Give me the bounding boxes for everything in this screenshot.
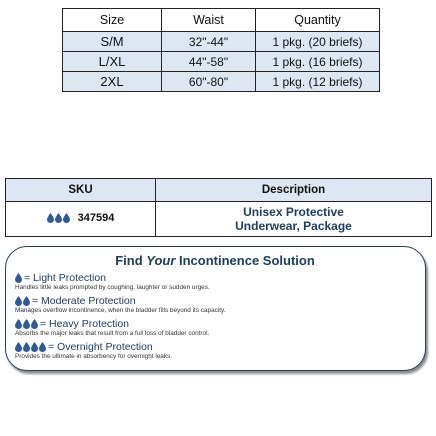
water-drop-icon bbox=[47, 213, 54, 223]
header-size: Size bbox=[63, 9, 162, 32]
water-drop-icon bbox=[23, 296, 30, 306]
absorbency-drops bbox=[15, 342, 46, 352]
level-moderate bbox=[15, 295, 415, 315]
level-description: Provides the ultimate in absorbency for overnight leaks. bbox=[15, 353, 173, 360]
water-drop-icon bbox=[23, 342, 30, 352]
size-cell: S/M bbox=[63, 32, 162, 52]
water-drop-icon bbox=[15, 319, 22, 329]
quantity-cell: 1 pkg. (20 briefs) bbox=[256, 32, 380, 52]
absorbency-drops bbox=[47, 213, 70, 223]
solution-title-prefix: Find bbox=[115, 253, 147, 268]
description-line-1: Unisex Protective bbox=[243, 205, 344, 219]
quantity-cell: 1 pkg. (16 briefs) bbox=[256, 52, 380, 72]
waist-cell: 32"-44" bbox=[162, 32, 256, 52]
water-drop-icon bbox=[31, 319, 38, 329]
size-table-header bbox=[63, 9, 380, 32]
level-name: = Moderate Protection bbox=[32, 295, 136, 307]
water-drop-icon bbox=[63, 213, 70, 223]
solution-title-suffix: Incontinence Solution bbox=[175, 253, 315, 268]
level-description: Manages overflow incontinence, when the bladder fills beyond its capacity. bbox=[15, 307, 226, 314]
header-quantity: Quantity bbox=[256, 9, 380, 32]
size-cell: 2XL bbox=[63, 72, 162, 92]
level-description: Absorbs the major leaks that result from a full loss of bladder control. bbox=[15, 330, 210, 337]
water-drop-icon bbox=[23, 319, 30, 329]
absorbency-drops bbox=[15, 296, 30, 306]
sku-number: 347594 bbox=[77, 212, 115, 224]
table-row bbox=[63, 72, 380, 92]
solution-title-emphasis: Your bbox=[146, 253, 176, 268]
level-overnight bbox=[15, 341, 415, 361]
absorbency-drops bbox=[15, 273, 22, 283]
waist-cell: 44"-58" bbox=[162, 52, 256, 72]
sku-table bbox=[5, 178, 432, 237]
table-row bbox=[63, 52, 380, 72]
description-line-2: Underwear, Package bbox=[235, 219, 352, 233]
table-row bbox=[63, 32, 380, 52]
water-drop-icon bbox=[39, 342, 46, 352]
water-drop-icon bbox=[55, 213, 62, 223]
quantity-cell: 1 pkg. (12 briefs) bbox=[256, 72, 380, 92]
sku-cell bbox=[6, 202, 156, 237]
size-table bbox=[62, 8, 380, 92]
level-name: = Overnight Protection bbox=[48, 341, 153, 353]
level-heavy bbox=[15, 318, 415, 338]
water-drop-icon bbox=[15, 296, 22, 306]
description-cell bbox=[156, 202, 432, 237]
level-name: = Light Protection bbox=[24, 272, 107, 284]
header-waist: Waist bbox=[162, 9, 256, 32]
waist-cell: 60"-80" bbox=[162, 72, 256, 92]
sku-table-header bbox=[6, 179, 432, 202]
water-drop-icon bbox=[15, 342, 22, 352]
size-cell: L/XL bbox=[63, 52, 162, 72]
level-light bbox=[15, 272, 415, 292]
table-row bbox=[6, 202, 432, 237]
incontinence-solution-panel bbox=[5, 246, 426, 371]
water-drop-icon bbox=[15, 273, 22, 283]
absorbency-drops bbox=[15, 319, 38, 329]
level-description: Handles little leaks prompted by coughing, laughter or sudden urges. bbox=[15, 284, 210, 291]
header-sku: SKU bbox=[6, 179, 156, 202]
water-drop-icon bbox=[31, 342, 38, 352]
header-description: Description bbox=[156, 179, 432, 202]
level-name: = Heavy Protection bbox=[40, 318, 130, 330]
solution-title bbox=[15, 253, 415, 268]
